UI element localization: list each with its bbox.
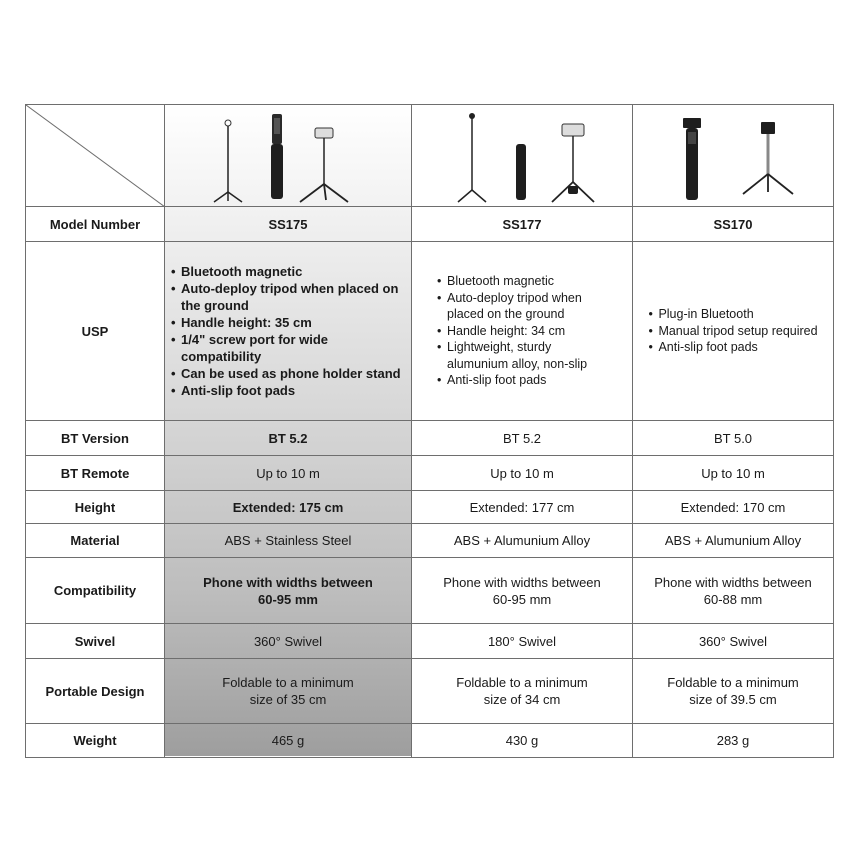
row-swivel <box>26 624 834 659</box>
compatibility-text: Phone with widths between 60-88 mm <box>654 574 812 607</box>
usp-item: • Auto-deploy tripod when placed on the ground <box>437 290 607 323</box>
row-compatibility <box>26 558 834 624</box>
row-bt-version <box>26 421 834 456</box>
material-ss170: ABS + Alumunium Alloy <box>633 524 834 558</box>
row-header-height: Height <box>26 491 165 524</box>
bt-version-ss177: BT 5.2 <box>412 421 633 456</box>
row-header-swivel: Swivel <box>26 624 165 659</box>
row-header-usp: USP <box>26 242 165 421</box>
usp-item: • Anti-slip foot pads <box>648 339 817 356</box>
row-bt-remote <box>26 456 834 491</box>
usp-item: • Anti-slip foot pads <box>171 382 405 399</box>
tripod-set-icon <box>422 106 622 206</box>
row-header-bt-version: BT Version <box>26 421 165 456</box>
height-ss175: Extended: 175 cm <box>165 491 412 524</box>
compatibility-ss177 <box>412 558 633 624</box>
row-header-portable-design: Portable Design <box>26 659 165 724</box>
usp-item: • Can be used as phone holder stand <box>171 365 405 382</box>
material-ss175: ABS + Stainless Steel <box>165 524 412 558</box>
swivel-ss175: 360° Swivel <box>165 624 412 659</box>
diagonal-divider <box>26 105 165 207</box>
height-ss177: Extended: 177 cm <box>412 491 633 524</box>
usp-list <box>437 273 607 389</box>
row-material <box>26 524 834 558</box>
swivel-ss177: 180° Swivel <box>412 624 633 659</box>
compatibility-ss175 <box>165 558 412 624</box>
model-ss177: SS177 <box>412 207 633 242</box>
usp-item: • Anti-slip foot pads <box>437 372 607 389</box>
usp-item: • Handle height: 35 cm <box>171 314 405 331</box>
usp-list <box>171 263 405 399</box>
model-ss175: SS175 <box>165 207 412 242</box>
weight-ss170: 283 g <box>633 724 834 758</box>
model-ss170: SS170 <box>633 207 834 242</box>
row-header-model-number: Model Number <box>26 207 165 242</box>
bt-version-ss175: BT 5.2 <box>165 421 412 456</box>
row-header-weight: Weight <box>26 724 165 758</box>
row-height <box>26 491 834 524</box>
weight-ss177: 430 g <box>412 724 633 758</box>
portable-design-ss170 <box>633 659 834 724</box>
compatibility-ss170 <box>633 558 834 624</box>
material-ss177: ABS + Alumunium Alloy <box>412 524 633 558</box>
comparison-table <box>25 104 834 758</box>
row-header-material: Material <box>26 524 165 558</box>
usp-item: • Manual tripod setup required <box>648 323 817 340</box>
usp-item: • Lightweight, sturdy alumunium alloy, non-slip <box>437 339 607 372</box>
tripod-set-icon <box>188 106 388 206</box>
usp-list <box>648 306 817 356</box>
bt-remote-ss170: Up to 10 m <box>633 456 834 491</box>
row-weight <box>26 724 834 758</box>
usp-item: • Bluetooth magnetic <box>437 273 607 290</box>
usp-ss177 <box>412 242 633 421</box>
row-portable-design <box>26 659 834 724</box>
row-model-number <box>26 207 834 242</box>
row-header-bt-remote: BT Remote <box>26 456 165 491</box>
compatibility-text: Phone with widths between 60-95 mm <box>203 574 373 607</box>
portable-design-text: Foldable to a minimum size of 34 cm <box>456 675 588 707</box>
weight-ss175: 465 g <box>165 724 412 758</box>
row-header-compatibility: Compatibility <box>26 558 165 624</box>
height-ss170: Extended: 170 cm <box>633 491 834 524</box>
usp-item: • Plug-in Bluetooth <box>648 306 817 323</box>
compatibility-text: Phone with widths between 60-95 mm <box>443 574 601 607</box>
product-image-ss170 <box>633 105 834 207</box>
portable-design-text: Foldable to a minimum size of 39.5 cm <box>667 675 799 707</box>
image-row <box>26 105 834 207</box>
usp-item: • Handle height: 34 cm <box>437 323 607 340</box>
portable-design-ss175 <box>165 659 412 724</box>
usp-ss170 <box>633 242 834 421</box>
bt-remote-ss177: Up to 10 m <box>412 456 633 491</box>
product-image-ss177 <box>412 105 633 207</box>
bt-version-ss170: BT 5.0 <box>633 421 834 456</box>
corner-cell <box>26 105 165 207</box>
usp-item: • Auto-deploy tripod when placed on the ground <box>171 280 405 314</box>
row-usp <box>26 242 834 421</box>
portable-design-text: Foldable to a minimum size of 35 cm <box>222 675 354 707</box>
portable-design-ss177 <box>412 659 633 724</box>
usp-item: • Bluetooth magnetic <box>171 263 405 280</box>
bt-remote-ss175: Up to 10 m <box>165 456 412 491</box>
tripod-set-icon <box>643 106 823 206</box>
usp-ss175 <box>165 242 412 421</box>
usp-item: • 1/4" screw port for wide compatibility <box>171 331 405 365</box>
swivel-ss170: 360° Swivel <box>633 624 834 659</box>
product-image-ss175 <box>165 105 412 207</box>
